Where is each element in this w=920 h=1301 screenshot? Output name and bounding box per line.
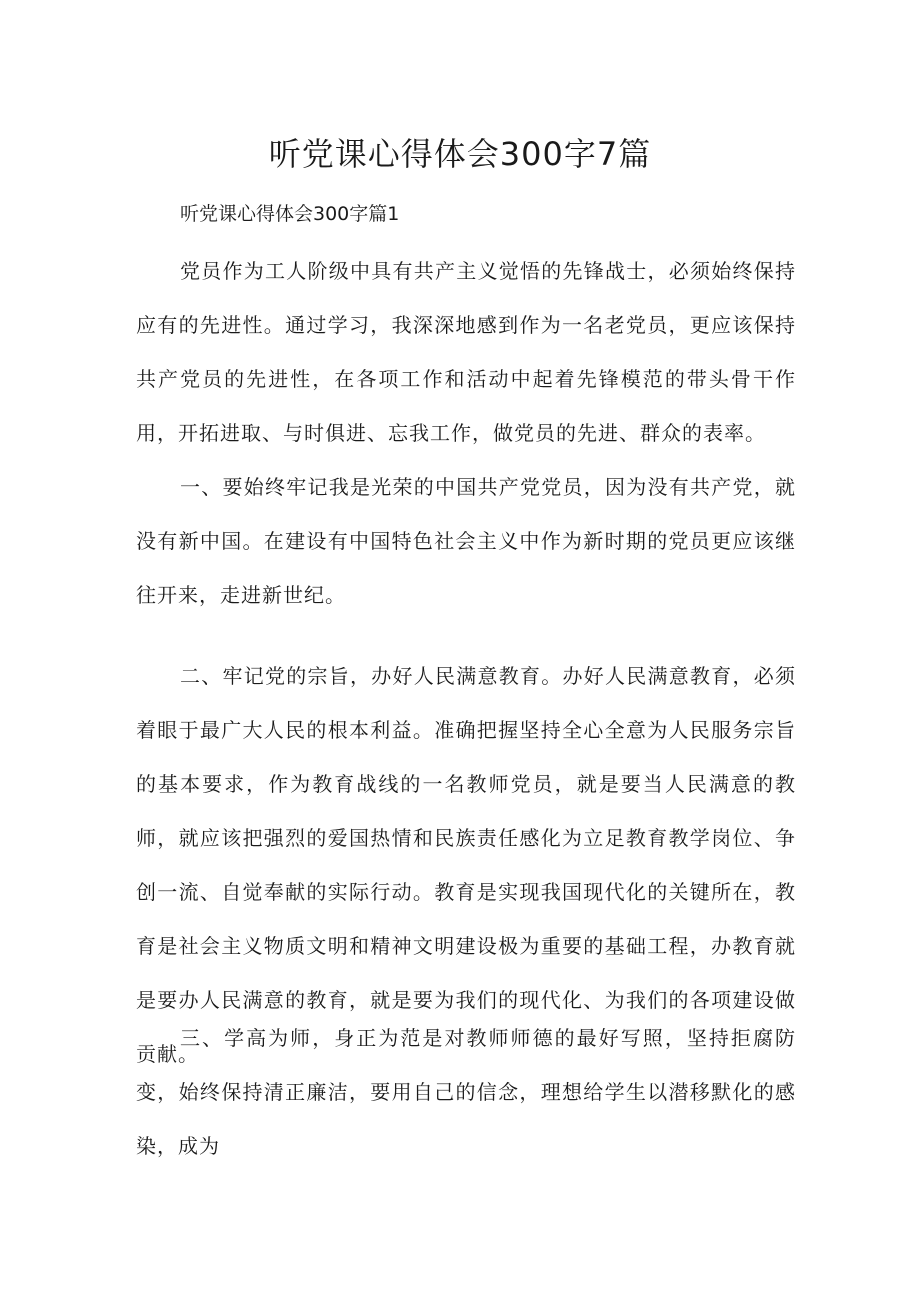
paragraph-2: 一、要始终牢记我是光荣的中国共产党党员，因为没有共产党，就没有新中国。在建设有中国特色社会主义中作为新时期的党员更应该继往开来，走进新世纪。 bbox=[136, 475, 796, 607]
paragraph-4: 三、学高为师，身正为范是对教师师德的最好写照，坚持拒腐防变，始终保持清正廉洁，要用自己的信念，理想给学生以潜移默化的感染，成为 bbox=[136, 1026, 796, 1158]
document-title: 听党课心得体会300字7篇 bbox=[268, 135, 652, 173]
paragraph-3: 二、牢记党的宗旨，办好人民满意教育。办好人民满意教育，必须着眼于最广大人民的根本利益。准确把握坚持全心全意为人民服务宗旨的基本要求，作为教育战线的一名教师党员，就是要当人民满意的教师，就应该把强烈的爱国热情和民族责任感化为立足教育教学岗位、争创一流、自觉奉献的实际行动。教育是实现我国现代化的关键所在，教育是社会主义物质文明和精神文明建设极为重要的基础工程，办教育就是要办人民满意的教育，就是要为我们的现代化、为我们的各项建设做贡献。 bbox=[136, 664, 796, 1066]
paragraph-1: 党员作为工人阶级中具有共产主义觉悟的先锋战士，必须始终保持应有的先进性。通过学习，我深深地感到作为一名老党员，更应该保持共产党员的先进性，在各项工作和活动中起着先锋模范的带头骨干作用，开拓进取、与时俱进、忘我工作，做党员的先进、群众的表率。 bbox=[136, 259, 796, 445]
section-heading: 听党课心得体会300字篇1 bbox=[180, 203, 400, 225]
